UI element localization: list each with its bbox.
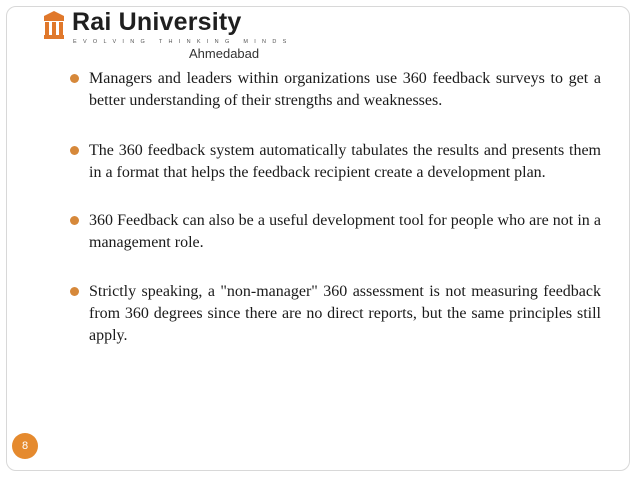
university-tagline: EVOLVING THINKING MINDS	[73, 39, 293, 45]
university-name: Rai University	[72, 8, 242, 36]
bullet-dot-icon	[70, 146, 79, 155]
bullet-text: 360 Feedback can also be a useful development tool for people who are not in a management role.	[89, 212, 601, 251]
university-logo	[44, 8, 293, 61]
bullet-item	[70, 68, 601, 112]
bullet-text: Strictly speaking, a "non-manager" 360 assessment is not measuring feedback from 360 degrees since there are no direct reports, but the same principles still apply.	[89, 283, 601, 344]
bullet-list	[70, 68, 601, 347]
campus-name: Ahmedabad	[189, 46, 260, 61]
bullet-dot-icon	[70, 216, 79, 225]
bullet-text: Managers and leaders within organizations use 360 feedback surveys to get a better understanding of their strengths and weaknesses.	[89, 70, 601, 109]
bullet-text: The 360 feedback system automatically tabulates the results and presents them in a format that helps the feedback recipient create a development plan.	[89, 142, 601, 181]
rai-university-emblem-icon	[44, 11, 64, 39]
page-number-badge	[12, 433, 38, 459]
bullet-item	[70, 210, 601, 254]
bullet-item	[70, 140, 601, 184]
bullet-dot-icon	[70, 287, 79, 296]
bullet-dot-icon	[70, 74, 79, 83]
page-number: 8	[21, 440, 29, 452]
bullet-item	[70, 281, 601, 347]
